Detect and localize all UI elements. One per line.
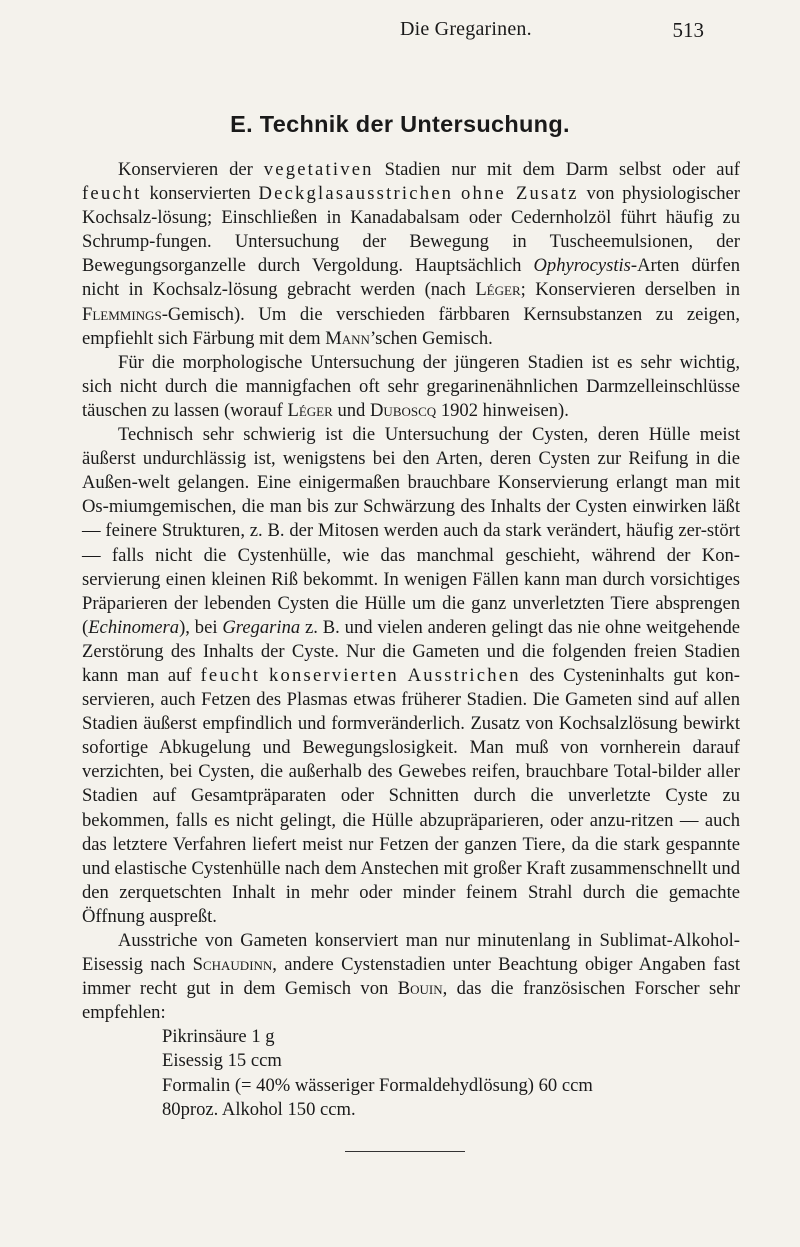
text-run: konservierten	[141, 183, 259, 205]
text-run-sp: feucht	[200, 664, 261, 686]
text-run: und	[332, 399, 370, 421]
paragraph-konservieren	[82, 158, 740, 351]
page-header	[0, 14, 800, 50]
body-text	[82, 158, 740, 1122]
text-run-sp: vegetativen	[263, 159, 374, 180]
section-title: E. Technik der Untersuchung.	[230, 111, 570, 137]
footer-rule	[345, 1151, 465, 1152]
text-run-sp: feucht	[82, 183, 142, 205]
text-run-em: Ophyrocystis	[533, 255, 631, 277]
text-run-sp: konservierten	[269, 664, 399, 686]
page-number: 513	[672, 18, 704, 42]
text-run: ’schen Gemisch.	[369, 327, 493, 349]
text-run	[399, 665, 408, 686]
text-run: Konservieren der	[118, 159, 264, 180]
text-run-sp: Ausstrichen	[407, 664, 521, 686]
text-run-sc: Léger	[475, 279, 521, 301]
text-run-em: Gregarina	[222, 616, 301, 638]
text-run: von physiologischer Kochsalz-lösung; Einschließen in Kanadabalsam oder Cedernholzöl führt häufig zu Schrump-fungen. Untersuchung der Bewegung in Tuscheemulsionen, der Bewegungsorganzelle durch Vergoldung. Hauptsächlich	[82, 183, 740, 277]
text-run	[453, 183, 461, 204]
text-run-sc: Léger	[287, 399, 333, 421]
text-run-sc: Mann	[325, 327, 370, 349]
text-run	[260, 665, 269, 686]
text-run-sp: Deckglasausstrichen	[258, 183, 454, 205]
text-run: -Arten dürfen nicht in Kochsalz-lösung gebracht werden (nach	[82, 255, 741, 301]
paragraph-cysten	[82, 423, 740, 929]
text-run: ), bei	[179, 616, 223, 638]
text-run: Für die morphologische Untersuchung der jüngeren Stadien ist es sehr wichtig, sich nicht durch die mannigfachen oft sehr gregarinenähnlichen Darmzelleinschlüsse täuschen zu lassen (worauf	[82, 351, 740, 421]
text-run-sp: ohne Zusatz	[460, 183, 579, 205]
text-run-sc: Bouin	[397, 978, 443, 1000]
text-run: Ausstriche von Gameten konserviert man nur minutenlang in Sublimat-Alkohol-Eisessig nach	[82, 930, 740, 976]
running-title: Die Gregarinen.	[400, 18, 532, 40]
text-run: ; Konservieren derselben in	[520, 279, 740, 301]
text-run: Stadien nur mit dem Darm selbst oder auf	[373, 159, 740, 180]
recipe-line: Eisessig 15 ccm	[162, 1050, 282, 1072]
text-run-em: Echinomera	[88, 616, 180, 638]
text-run: des Cysteninhalts gut kon-servieren, auch Fetzen des Plasmas etwas früherer Stadien. Die Gameten sind auf allen Stadien äußerst empfindlich und formveränderlich. Zusatz von Kochsalzlösung bewirkt sofortige Abkugelung und Bewegungslosigkeit. Man muß von vornherein darauf verzichten, bei Cysten, die außerhalb des Gewebes reifen, brauchbare Total-bilder aller Stadien auf Gesamtpräparaten oder Schnitten durch die unverletzte Cyste zu bekommen, falls es nicht gelingt, die Hülle abzupräparieren, oder anzu-ritzen — auch das letztere Verfahren liefert meist nur Fetzen der ganzen Tiere, da die stark gespannte und elastische Cystenhülle nach dem Anstechen mit großer Kraft zusammenschnellt und den zerquetschten Inhalt in mehr oder minder feinem Strahl durch die gemachte Öffnung auspreßt.	[82, 664, 740, 927]
text-run-sc: Duboscq	[370, 399, 437, 421]
fixative-recipe	[162, 1025, 740, 1121]
recipe-line: 80proz. Alkohol 150 ccm.	[162, 1098, 356, 1120]
text-run: z. B. und vielen anderen gelingt das nie ohne weitgehende Zerstörung des Inhalts der Cyste. Nur die Gameten und die folgenden freien Stadien kann man auf	[82, 616, 740, 686]
text-run: , das die französischen Forscher sehr empfehlen:	[82, 978, 740, 1024]
text-run: 1902 hinweisen).	[436, 399, 569, 421]
paragraph-ausstriche	[82, 929, 740, 1025]
text-run: , andere Cystenstadien unter Beachtung obiger Angaben fast immer recht gut in dem Gemisch von	[82, 954, 740, 1000]
paragraph-morphologie	[82, 351, 740, 423]
text-run-sc: Flemmings	[82, 303, 162, 325]
text-run: Technisch sehr schwierig ist die Untersuchung der Cysten, deren Hülle meist äußerst undurchlässig ist, wenigstens bei den Arten, deren Cysten zur Reifung in die Außen-welt gelangen. Eine einigermaßen brauchbare Konservierung erlangt man mit Os-miumgemischen, die man bis zur Schwärzung des Inhalts der Cysten einwirken läßt — feinere Strukturen, z. B. der Mitosen werden auch da stark verändert, häufig zer-stört — falls nicht die Cystenhülle, wie das manchmal geschieht, während der Kon-servierung einen kleinen Riß bekommt. In wenigen Fällen kann man durch vorsichtiges Präparieren der lebenden Cysten die Hülle um die ganz unverletzten Tiere absprengen (	[82, 424, 740, 638]
recipe-line: Pikrinsäure 1 g	[162, 1026, 275, 1048]
text-run-sc: Schaudinn	[192, 954, 273, 976]
recipe-line: Formalin (= 40% wässeriger Formaldehydlösung) 60 ccm	[162, 1074, 593, 1096]
text-run: -Gemisch). Um die verschieden färbbaren Kernsubstanzen zu zeigen, empfiehlt sich Färbung mit dem	[82, 303, 740, 349]
